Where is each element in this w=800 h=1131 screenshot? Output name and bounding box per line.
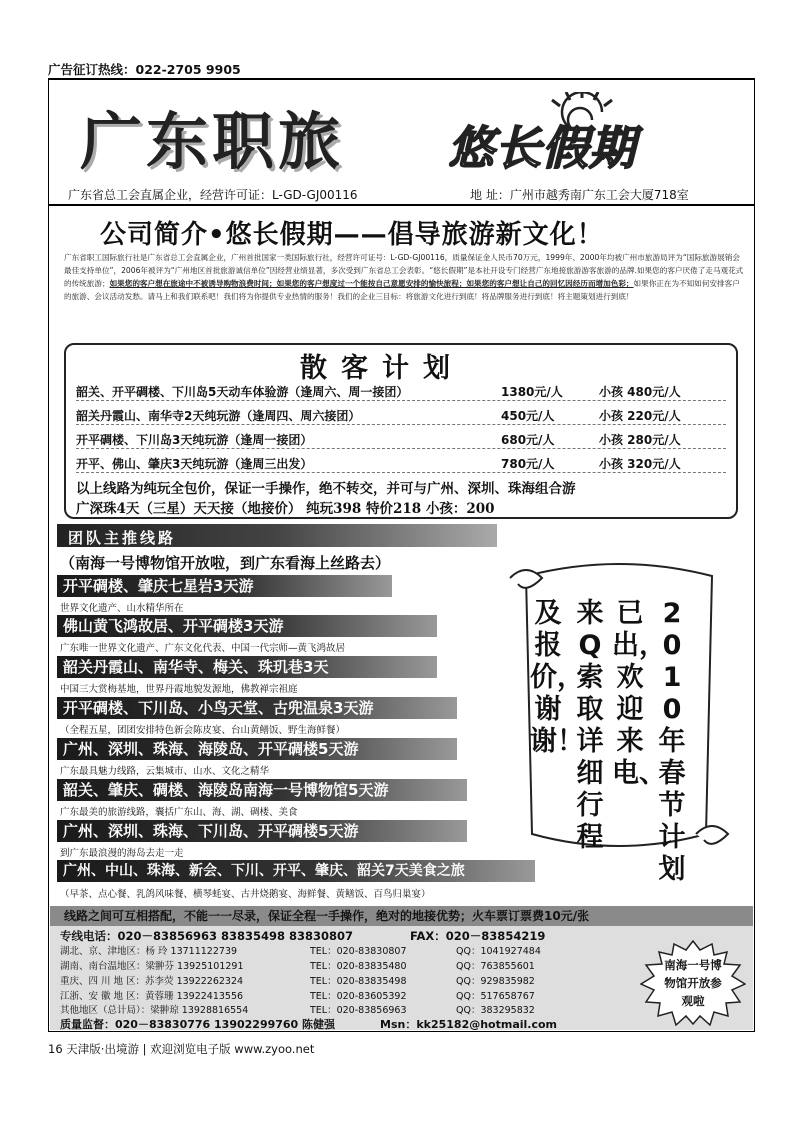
- plan-child-price: 小孩 280元/人: [599, 433, 681, 447]
- page-footer: 16 天津版·出境游 | 欢迎浏览电子版 www.zyoo.net: [48, 1042, 315, 1056]
- museum-open-badge: 南海一号博物馆开放参观啦: [664, 958, 722, 1008]
- company-intro: [64, 251, 744, 303]
- contact-qq: QQ：1041927484: [456, 946, 541, 957]
- spring-text-col-1: 2010年春节计划: [658, 598, 686, 885]
- contact-qq: QQ：763855601: [456, 961, 535, 972]
- info-bar-text: 线路之间可互相搭配，不能一一尽录，保证全程一手操作，绝对的地接优势；火车票订票费10元/张: [64, 909, 590, 923]
- plan-adult-price: 450元/人: [501, 409, 555, 423]
- route-title: 广州、深圳、珠海、海陵岛、开平碉楼5天游: [57, 738, 457, 760]
- plan-route: 韶关丹霞山、南华寺2天纯玩游（逢周四、周六接团）: [76, 409, 361, 423]
- intro-text-1: 广东省职工国际旅行社是广东省总工会直属企业，广州首批国家一类国际旅行社，经营许可证号：L-GD-GJ00116，质量保证金人民币70万元，1999年、2000年均被广州市旅游局评为“国际旅游展销会最佳支持单位”，2006年被评为“广州地区首批旅游诚信单位”因经营业绩显著，多次受到广东省总工会表彰。“悠长假期”是本社开设专门经营广东地接旅游游客旅游的品牌.如果您的客户厌倦了走马观花式的传统旅游；: [64, 253, 744, 288]
- contact-qq: QQ：517658767: [456, 991, 535, 1002]
- route-title: 佛山黄飞鸿故居、开平碉楼3天游: [57, 615, 437, 637]
- plan-adult-price: 1380元/人: [501, 385, 563, 399]
- contact-tel: TEL：020-83856963: [310, 1005, 407, 1016]
- route-title: 韶关丹霞山、南华寺、梅关、珠玑巷3天: [57, 656, 437, 678]
- contact-fax: FAX：020－83854219: [410, 929, 546, 943]
- plan-row: [76, 429, 726, 449]
- individual-plan-title: 散客计划: [300, 353, 464, 384]
- contact-region: 湖北、京、津地区：杨 玲 13711122739: [60, 946, 238, 957]
- contact-hotline: 专线电话：020－83856963 83835498 83830807: [60, 929, 354, 943]
- contact-region: 重庆、四 川 地 区：苏李荧 13922262324: [60, 976, 244, 987]
- contact-tel: TEL：020-83605392: [310, 991, 407, 1002]
- plan-row: [76, 405, 726, 425]
- plan-adult-price: 680元/人: [501, 433, 555, 447]
- route-title: 开平碉楼、下川岛、小鸟天堂、古兜温泉3天游: [57, 697, 457, 719]
- plan-special-offer: 广深珠4天（三星）天天接（地接价） 纯玩398 特价218 小孩：200: [76, 501, 495, 517]
- contact-qq: QQ：383295832: [456, 1005, 535, 1016]
- route-title: 开平碉楼、肇庆七星岩3天游: [57, 575, 392, 597]
- route-desc: 中国三大赏梅基地，世界丹霞地貌发源地，佛教禅宗祖庭: [60, 684, 298, 695]
- plan-child-price: 小孩 480元/人: [599, 385, 681, 399]
- route-desc: 到广东最浪漫的海岛去走一走: [60, 848, 184, 859]
- intro-text-underlined: 如果您的客户想在旅途中不被诱导购物浪费时间；如果您的客户想度过一个能按自己意愿安排的愉快旅程；如果您的客户想让自己的回忆因经历而增加色彩；: [109, 279, 634, 288]
- registration-info: 广东省总工会直属企业，经营许可证：L-GD-GJ00116: [68, 188, 358, 202]
- route-title: 广州、中山、珠海、新会、下川、开平、肇庆、韶关7天美食之旅: [57, 860, 535, 882]
- contact-tel: TEL：020-83835480: [310, 961, 407, 972]
- contact-tel: TEL：020-83830807: [310, 946, 407, 957]
- team-routes-subtitle: （南海一号博物馆开放啦，到广东看海上丝路去）: [60, 554, 391, 572]
- brand-title: 广东职旅: [80, 105, 345, 178]
- spring-text-col-4: 及报价，谢谢！: [530, 598, 584, 757]
- header-rule: [48, 204, 755, 206]
- team-routes-title: 团队主推线路: [68, 529, 177, 547]
- contact-region: 湖南、南台温地区：梁翀芬 13925101291: [60, 961, 244, 972]
- address-info: 地 址：广州市越秀南广东工会大厦718室: [470, 188, 689, 202]
- route-title: 广州、深圳、珠海、下川岛、开平碉楼5天游: [57, 820, 467, 842]
- headline: 公司简介•悠长假期——倡导旅游新文化！: [100, 220, 604, 250]
- plan-adult-price: 780元/人: [501, 457, 555, 471]
- plan-row: [76, 381, 726, 401]
- quality-supervisor: 质量监督：020－83830776 13902299760 陈健强: [60, 1018, 336, 1031]
- plan-row: [76, 453, 726, 473]
- route-title: 韶关、肇庆、碉楼、海陵岛南海一号博物馆5天游: [57, 779, 467, 801]
- plan-route: 开平碉楼、下川岛3天纯玩游（逢周一接团）: [76, 433, 313, 447]
- holiday-logo-text: 悠长假期: [448, 121, 636, 175]
- plan-note: 以上线路为纯玩全包价，保证一手操作，绝不转交，并可与广州、深圳、珠海组合游: [76, 481, 576, 497]
- contact-qq: QQ：929835982: [456, 976, 535, 987]
- spring-text-col-2: 已出，欢迎来电、: [612, 598, 666, 789]
- route-desc: 广东最美的旅游线路，囊括广东山、海、湖、碉楼、美食: [60, 807, 298, 818]
- ad-hotline: 广告征订热线：022-2705 9905: [48, 62, 241, 77]
- contact-region: 江浙、安 徽 地 区：黄蓉珊 13922413556: [60, 991, 244, 1002]
- intro-text-2: 如果你正在为不知如何安排客户的旅游、会议活动发愁。请马上和我们联系吧！我们将为你提供专业热情的服务！我们的企业三目标：将旅游文化进行到底！将品牌服务进行到底！将主题策划进行到底！: [64, 279, 740, 301]
- spring-text-col-3: 来Q索取详细行程: [576, 598, 604, 853]
- contact-region: 其他地区（总计局）：梁翀琼 13928816554: [60, 1005, 249, 1016]
- plan-child-price: 小孩 320元/人: [599, 457, 681, 471]
- plan-child-price: 小孩 220元/人: [599, 409, 681, 423]
- route-desc: 广东唯一世界文化遗产、广东文化代表、中国一代宗师—黄飞鸿故居: [60, 643, 346, 654]
- route-desc: （早茶、点心餐、乳鸽风味餐、横琴蚝宴、古井烧鹅宴、海鲜餐、黄鳝饭、百鸟归巢宴）: [60, 889, 431, 900]
- plan-route: 开平、佛山、肇庆3天纯玩游（逢周三出发）: [76, 457, 313, 471]
- contact-tel: TEL：020-83835498: [310, 976, 407, 987]
- route-desc: 世界文化遗产、山水精华所在: [60, 603, 184, 614]
- route-desc: （全程五星，团团安排特色新会陈皮宴、台山黄鳝饭、野生海鲜餐）: [60, 725, 346, 736]
- plan-route: 韶关、开平碉楼、下川岛5天动车体验游（逢周六、周一接团）: [76, 385, 409, 399]
- msn-contact: Msn：kk25182@hotmail.com: [380, 1018, 558, 1031]
- route-desc: 广东最具魅力线路，云集城市、山水、文化之精华: [60, 766, 270, 777]
